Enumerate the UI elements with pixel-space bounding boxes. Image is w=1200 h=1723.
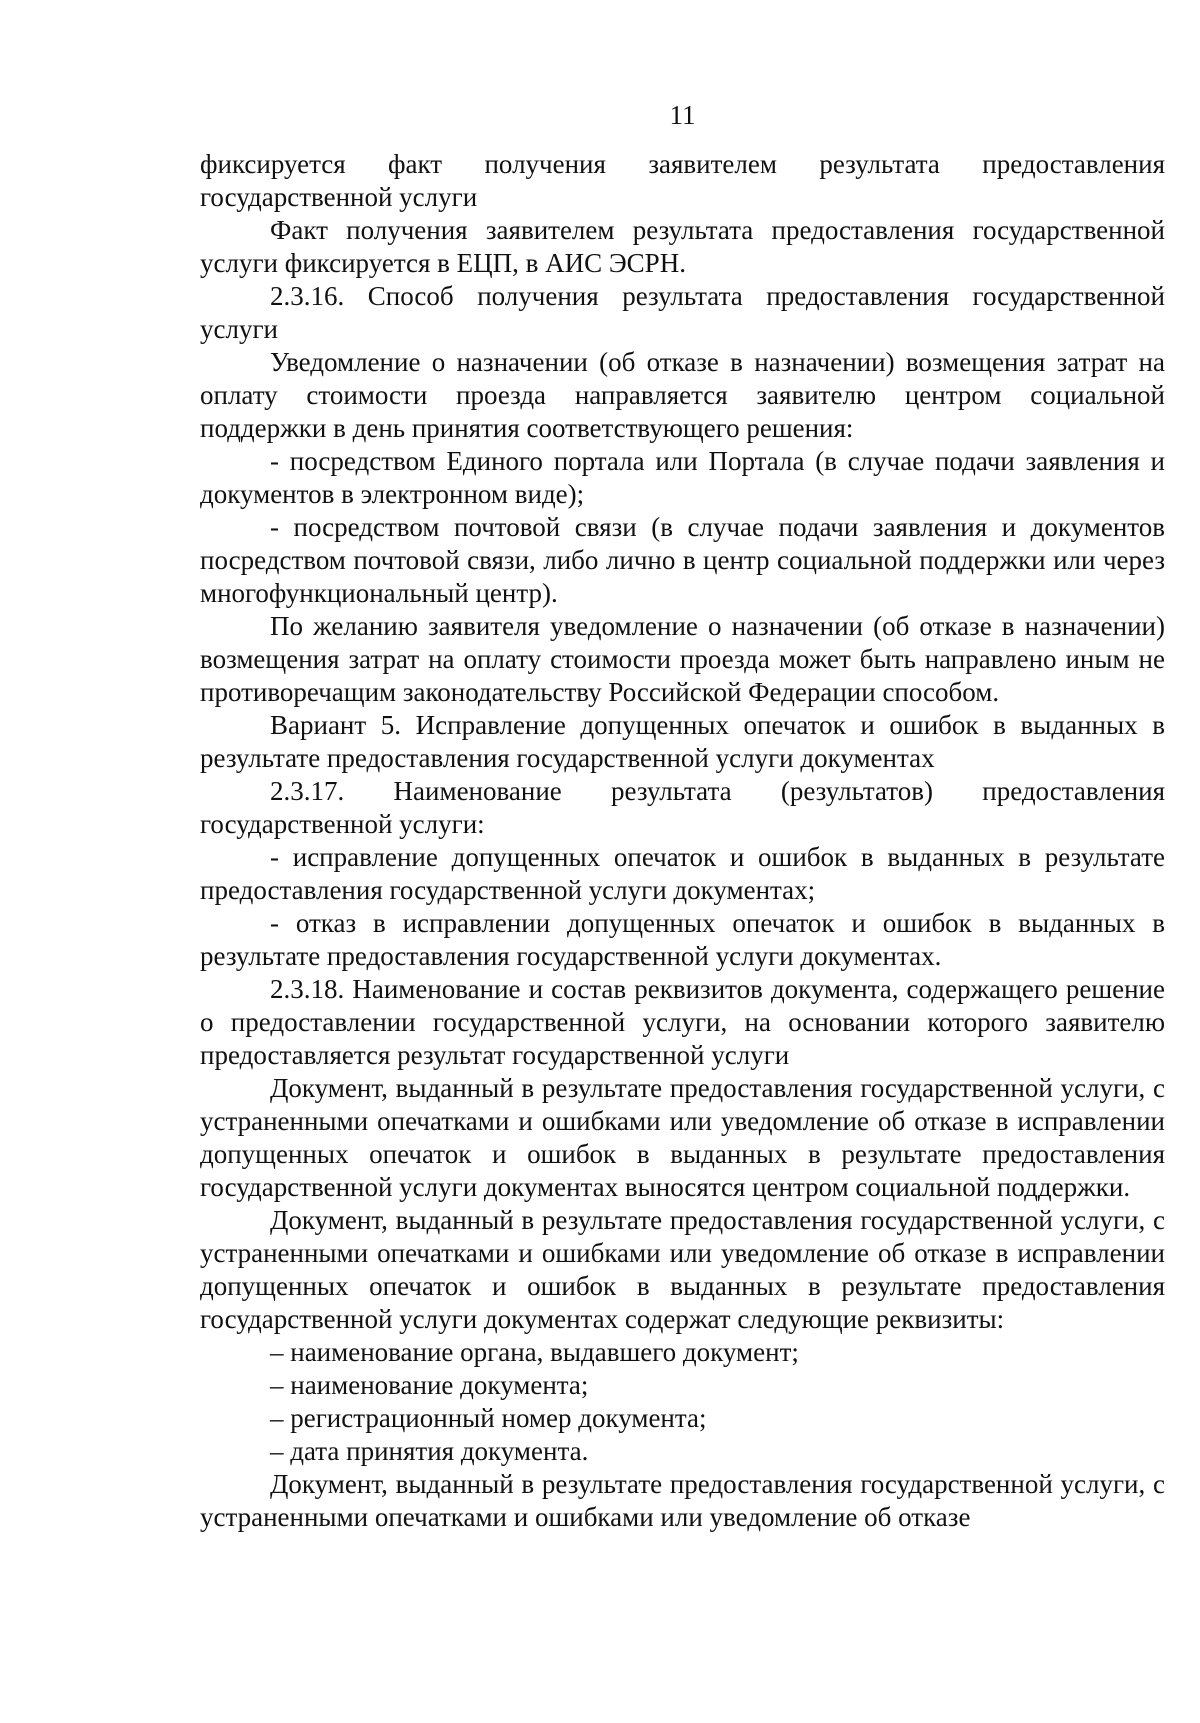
variant-5-heading: Вариант 5. Исправление допущенных опечаток и ошибок в выданных в результате предоставления государственной услуги документах xyxy=(200,710,1165,773)
paragraph-14: Документ, выданный в результате предоставления государственной услуги, с устраненными опечатками и ошибками или уведомление об отказе в исправлении допущенных опечаток и ошибок в выданных в результате предоставления государственной услуги документах содержат следующие реквизиты: xyxy=(200,1205,1165,1334)
paragraph-1: фиксируется факт получения заявителем результата предоставления государственной услуги xyxy=(200,149,1165,212)
requisite-item: – наименование документа; xyxy=(270,1370,589,1400)
section-heading-2-3-18: 2.3.18. Наименование и состав реквизитов документа, содержащего решение о предоставлении государственной услуги, на основании которого заявителю предоставляется результат государственной услуги xyxy=(200,974,1165,1070)
section-heading-2-3-16: 2.3.16. Способ получения результата предоставления государственной услуги xyxy=(200,281,1165,344)
paragraph-13: Документ, выданный в результате предоставления государственной услуги, с устраненными опечатками и ошибками или уведомление об отказе в исправлении допущенных опечаток и ошибок в выданных в результате предоставления государственной услуги документах выносятся центром социальной поддержки. xyxy=(200,1073,1165,1202)
list-item-refusal: - отказ в исправлении допущенных опечаток и ошибок в выданных в результате предоставления государственной услуги документах. xyxy=(200,908,1165,971)
section-heading-2-3-17: 2.3.17. Наименование результата (результатов) предоставления государственной услуги: xyxy=(200,776,1165,839)
requisite-item: – дата принятия документа. xyxy=(270,1436,589,1466)
paragraph-2: Факт получения заявителем результата предоставления государственной услуги фиксируется в ЕЦП, в АИС ЭСРН. xyxy=(200,215,1165,278)
requisite-item: – регистрационный номер документа; xyxy=(270,1403,707,1433)
requisite-item: – наименование органа, выдавшего документ; xyxy=(270,1337,799,1367)
paragraph-7: По желанию заявителя уведомление о назначении (об отказе в назначении) возмещения затрат на оплату стоимости проезда может быть направлено иным не противоречащим законодательству Российской Федерации способом. xyxy=(200,611,1165,707)
final-paragraph: Документ, выданный в результате предоставления государственной услуги, с устраненными опечатками и ошибками или уведомление об отказе xyxy=(200,1469,1165,1532)
paragraph-4: Уведомление о назначении (об отказе в назначении) возмещения затрат на оплату стоимости проезда направляется заявителю центром социальной поддержки в день принятия соответствующего решения: xyxy=(200,347,1165,443)
page-number: 11 xyxy=(669,100,696,130)
list-item-portal: - посредством Единого портала или Портала (в случае подачи заявления и документов в электронном виде); xyxy=(200,446,1165,509)
list-item-post: - посредством почтовой связи (в случае подачи заявления и документов посредством почтовой связи, либо лично в центр социальной поддержки или через многофункциональный центр). xyxy=(200,512,1165,608)
list-item-correction: - исправление допущенных опечаток и ошибок в выданных в результате предоставления государственной услуги документах; xyxy=(200,842,1165,905)
